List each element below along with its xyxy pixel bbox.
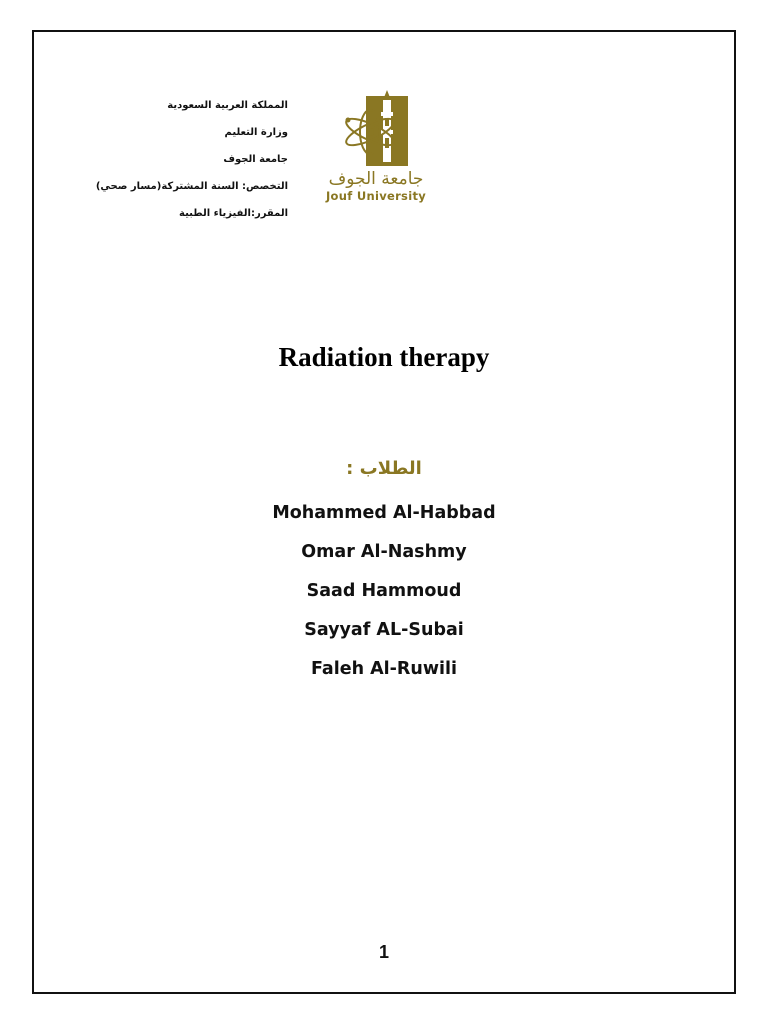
- page-number: 1: [378, 942, 389, 962]
- header-line-course: المقرر:الفيزياء الطبية: [179, 208, 288, 219]
- student-list: [0, 500, 768, 695]
- header-line-country: المملكة العربية السعودية: [167, 100, 288, 111]
- header-block: [60, 98, 288, 233]
- student-name: Saad Hammoud: [306, 581, 462, 601]
- student-name: Omar Al-Nashmy: [301, 542, 467, 562]
- student-name: Mohammed Al-Habbad: [272, 503, 496, 523]
- logo-name-english: Jouf University: [325, 189, 427, 203]
- student-name: Sayyaf AL-Subai: [304, 620, 464, 640]
- student-name: Faleh Al-Ruwili: [310, 659, 458, 679]
- atom-mosque-logo-icon: [340, 88, 412, 168]
- university-logo: [314, 88, 438, 210]
- document-title: Radiation therapy: [278, 342, 490, 372]
- header-line-ministry: وزارة التعليم: [224, 127, 288, 138]
- logo-name-arabic: جامعة الجوف: [328, 169, 424, 189]
- header-line-university: جامعة الجوف: [223, 154, 288, 165]
- header-line-specialization: التخصص: السنة المشتركة(مسار صحي): [95, 181, 288, 192]
- students-label: الطلاب :: [346, 458, 422, 479]
